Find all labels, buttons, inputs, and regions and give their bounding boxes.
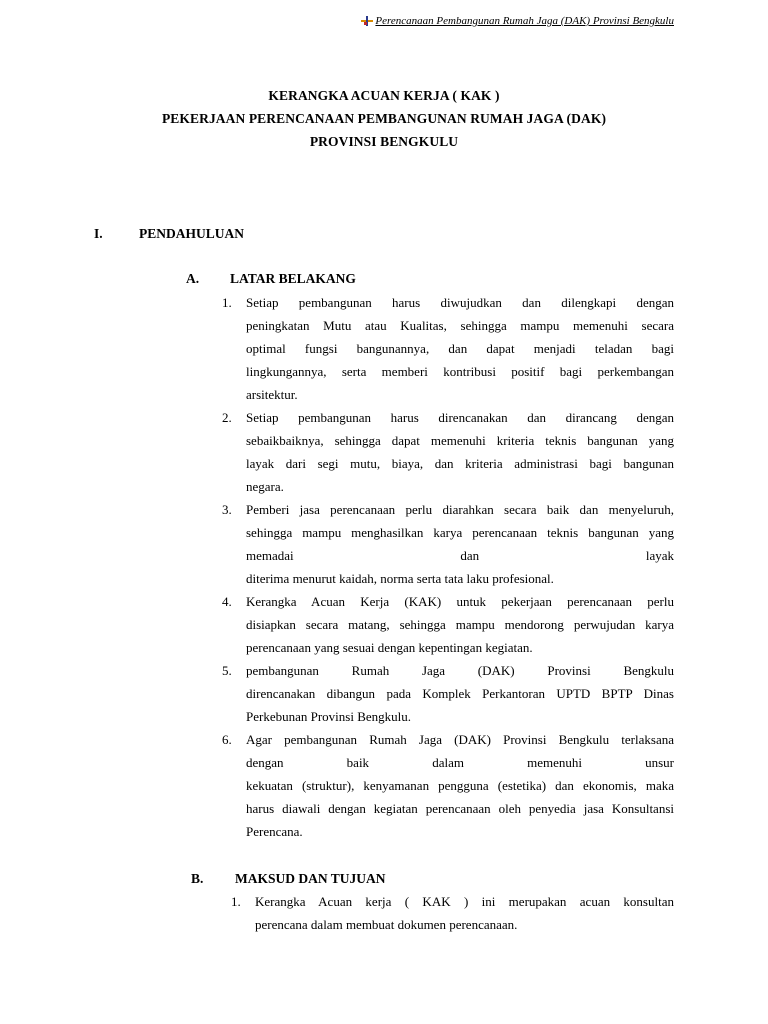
text-line: Kerangka Acuan kerja ( KAK ) ini merupakan acuan konsultan [255, 894, 674, 909]
list-item [222, 291, 674, 406]
text-line: Setiap pembangunan harus diwujudkan dan dilengkapi dengan [246, 295, 674, 310]
list-item [222, 659, 674, 728]
text-line: sehingga mampu menghasilkan karya perencanaan teknis bangunan yang [246, 525, 674, 540]
section-heading-pendahuluan [94, 226, 245, 242]
text-line: sebaikbaiknya, sehingga dapat memenuhi kriteria teknis bangunan yang [246, 433, 674, 448]
colored-cross-logo-icon [361, 16, 373, 26]
section-number: I. [94, 226, 103, 241]
text-line: layak dari segi mutu, biaya, dan kriteria administrasi bagi bangunan [246, 456, 674, 471]
subsection-title: MAKSUD DAN TUJUAN [235, 871, 386, 886]
list-item-text [246, 590, 674, 659]
text-line: perencanaan yang sesuai dengan kepentingan kegiatan. [246, 640, 533, 655]
subsection-title: LATAR BELAKANG [230, 271, 356, 286]
maksud-dan-tujuan-list [231, 890, 674, 936]
subsection-heading-maksud-dan-tujuan [191, 871, 386, 887]
text-line: perencana dalam membuat dokumen perencanaan. [255, 917, 518, 932]
list-item [222, 498, 674, 590]
text-line: Agar pembangunan Rumah Jaga (DAK) Provinsi Bengkulu terlaksana [246, 732, 674, 747]
text-line: harus diawali dengan kegiatan perencanaan oleh penyedia jasa Konsultansi [246, 801, 674, 816]
list-item-text [246, 406, 674, 498]
list-item-text [255, 890, 674, 936]
latar-belakang-list [222, 291, 674, 843]
text-line: memadai dan layak [246, 548, 674, 563]
text-line: arsitektur. [246, 387, 298, 402]
text-line: Setiap pembangunan harus direncanakan dan dirancang dengan [246, 410, 674, 425]
section-title: PENDAHULUAN [139, 226, 245, 241]
list-item [222, 728, 674, 843]
text-line: pembangunan Rumah Jaga (DAK) Provinsi Bengkulu [246, 663, 674, 678]
text-line: direncanakan dibangun pada Komplek Perkantoran UPTD BPTP Dinas [246, 686, 674, 701]
subsection-letter: B. [191, 871, 204, 886]
running-header-text: Perencanaan Pembangunan Rumah Jaga (DAK) Provinsi Bengkulu [375, 15, 674, 27]
text-line: Pemberi jasa perencanaan perlu diarahkan secara baik dan menyeluruh, [246, 502, 674, 517]
list-item-number: 6. [222, 732, 232, 747]
text-line: Perkebunan Provinsi Bengkulu. [246, 709, 412, 724]
list-item-number: 4. [222, 594, 232, 609]
list-item-number: 5. [222, 663, 232, 678]
list-item-text [246, 728, 674, 843]
list-item-number: 3. [222, 502, 232, 517]
list-item-text [246, 659, 674, 728]
text-line: disiapkan secara matang, sehingga mampu mendorong perwujudan karya [246, 617, 674, 632]
text-line: lingkungannya, serta memberi kontribusi positif bagi perkembangan [246, 364, 674, 379]
list-item-text [246, 498, 674, 590]
document-title-line-3: PROVINSI BENGKULU [309, 134, 459, 149]
text-line: Perencana. [246, 824, 303, 839]
text-line: kekuatan (struktur), kenyamanan pengguna (estetika) dan ekonomis, maka [246, 778, 674, 793]
list-item-text [246, 291, 674, 406]
subsection-heading-latar-belakang [186, 271, 356, 287]
subsection-letter: A. [186, 271, 200, 286]
text-line: negara. [246, 479, 284, 494]
document-title-line-2: PEKERJAAN PERENCANAAN PEMBANGUNAN RUMAH JAGA (DAK) [161, 111, 607, 126]
list-item [222, 590, 674, 659]
list-item-number: 1. [231, 894, 241, 909]
text-line: diterima menurut kaidah, norma serta tata laku profesional. [246, 571, 554, 586]
text-line: optimal fungsi bangunannya, dan dapat menjadi teladan bagi [246, 341, 674, 356]
text-line: Kerangka Acuan Kerja (KAK) untuk pekerjaan perencanaan perlu [246, 594, 674, 609]
text-line: peningkatan Mutu atau Kualitas, sehingga mampu memenuhi secara [246, 318, 674, 333]
text-line: dengan baik dalam memenuhi unsur [246, 755, 674, 770]
list-item-number: 2. [222, 410, 232, 425]
list-item-number: 1. [222, 295, 232, 310]
list-item [222, 406, 674, 498]
running-header [361, 15, 674, 27]
document-title-line-1: KERANGKA ACUAN KERJA ( KAK ) [268, 88, 500, 103]
list-item [231, 890, 674, 936]
